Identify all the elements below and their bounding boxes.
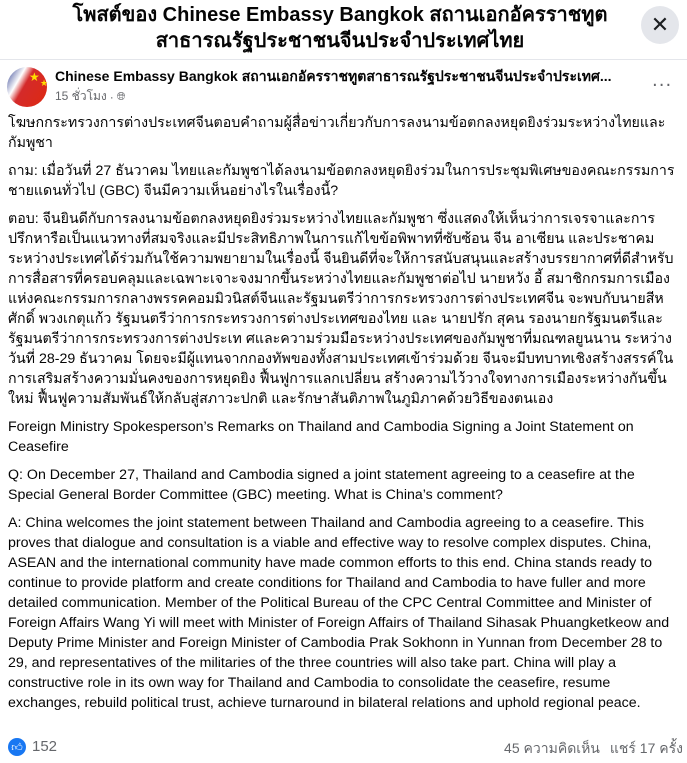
post-stats (504, 738, 683, 760)
globe-icon: 🌐︎ (116, 89, 126, 103)
post-footer (0, 735, 687, 761)
post-meta (55, 87, 126, 106)
post-paragraph: ตอบ: จีนยินดีกับการลงนามข้อตกลงหยุดยิงร่วมระหว่างไทยและกัมพูชา ซึ่งแสดงให้เห็นว่าการเจรจาและการปรึกหารือเป็นแนวทางที่สมจริงและมีประสิทธิภาพในการแก้ไขข้อพิพาทที่ซับซ้อน จีน อาเซียน และประชาคมระหว่างประเทศได้ร่วมกันใช้ความพยายามในเรื่องนี้ จีนยินดีที่จะให้การสนับสนุนและสร้างบรรยากาศที่ดีสำหรับการสื่อสารที่ครอบคลุมและเฉพาะเจาะจงมากขึ้นระหว่างไทยและกัมพูชาต่อไป นายหวัง อี้ สมาชิกกรมการเมืองแห่งคณะกรรมการกลางพรรคคอมมิวนิสต์จีนและรัฐมนตรีว่าการกระทรวงการต่างประเทศจีน จะพบกับนายสีหศักดิ์ พวงเกตุแก้ว รัฐมนตรีว่าการกระทรวงการต่างประเทศของไทย และ นายปรัก สุคน รองนายกรัฐมนตรีและรัฐมนตรีว่าการกระทรวงการต่างประเท ศและความร่วมมือระหว่างประเทศของกัมพูชาที่มณฑลยูนนาน ระหว่างวันที่ 28-29 ธันวาคม โดยจะมีผู้แทนจากกองทัพของทั้งสามประเทศเข้าร่วมด้วย จีนจะมีบทบาทเชิงสร้างสรรค์ในการเสริมสร้างความมั่นคงของการหยุดยิง ฟื้นฟูการแลกเปลี่ยน สร้างความไว้วางใจทางการเมืองระหว่างกันขึ้นใหม่ ฟื้นฟูความสัมพันธ์ให้กลับสู่สภาวะปกติ และรักษาสันติภาพในภูมิภาคด้วยวิธีของตนเอง (8, 211, 674, 407)
post-header (0, 62, 687, 110)
post-body (8, 113, 680, 721)
post-time[interactable]: 15 ชั่วโมง (55, 89, 107, 103)
more-options-button[interactable]: ... (652, 70, 673, 91)
share-count[interactable]: แชร์ 17 ครั้ง (609, 740, 683, 756)
close-icon: ✕ (650, 12, 670, 38)
author-name[interactable]: Chinese Embassy Bangkok สถานเอกอัครราชทูตสาธารณรัฐประชาชนจีนประจำประเทศ... (55, 68, 612, 84)
avatar[interactable] (7, 67, 47, 107)
flag-star-icon: ★ (40, 78, 49, 88)
post-paragraph: Foreign Ministry Spokesperson’s Remarks on Thailand and Cambodia Signing a Joint Statement on Ceasefire (8, 419, 634, 455)
dialog-header (0, 0, 687, 60)
post-paragraph: A: China welcomes the joint statement between Thailand and Cambodia agreeing to a ceasefire. This proves that dialogue and consultation is a viable and effective way to resolve complex disputes. China, ASEAN and the international community have made common efforts to this end. China stands ready to continue to provide platform and create conditions for Thailand and Cambodia to have fuller and more detailed communication. Member of the Political Bureau of the CPC Central Committee and Minister of Foreign Affairs Wang Yi will meet with Minister of Foreign Affairs of Thailand Sihasak Phuangketkeow and Deputy Prime Minister and Foreign Minister of Cambodia Prak Sokhonn in Yunnan from December 28 to 29, and representatives of the militaries of the three countries will also take part. China will play a constructive role in its own way for Thailand and Cambodia to consolidate the ceasefire, resume exchanges, rebuild political trust, achieve turnaround in bilateral relations and uphold regional peace. (8, 515, 670, 711)
close-button[interactable] (641, 6, 679, 44)
comment-count[interactable]: 45 ความคิดเห็น (504, 740, 600, 756)
post-paragraph: โฆษกกระทรวงการต่างประเทศจีนตอบคำถามผู้สื่อข่าวเกี่ยวกับการลงนามข้อตกลงหยุดยิงร่วมระหว่างไทยและกัมพูชา (8, 115, 666, 151)
meta-separator: · (109, 89, 114, 104)
like-count[interactable]: 152 (32, 738, 58, 755)
dialog-title: โพสต์ของ Chinese Embassy Bangkok สถานเอกอัครราชทูตสาธารณรัฐประชาชนจีนประจำประเทศไทย (72, 4, 608, 52)
like-icon[interactable]: 👍︎ (8, 738, 26, 756)
flag-star-icon: ★ (29, 70, 40, 84)
post-paragraph: Q: On December 27, Thailand and Cambodia signed a joint statement agreeing to a ceasefire at the Special General Border Committee (GBC) meeting. What is China’s comment? (8, 467, 635, 503)
post-paragraph: ถาม: เมื่อวันที่ 27 ธันวาคม ไทยและกัมพูชาได้ลงนามข้อตกลงหยุดยิงร่วมในการประชุมพิเศษของคณะกรรมการชายแดนทั่วไป (GBC) จีนมีความเห็นอย่างไรในเรื่องนี้? (8, 163, 675, 199)
